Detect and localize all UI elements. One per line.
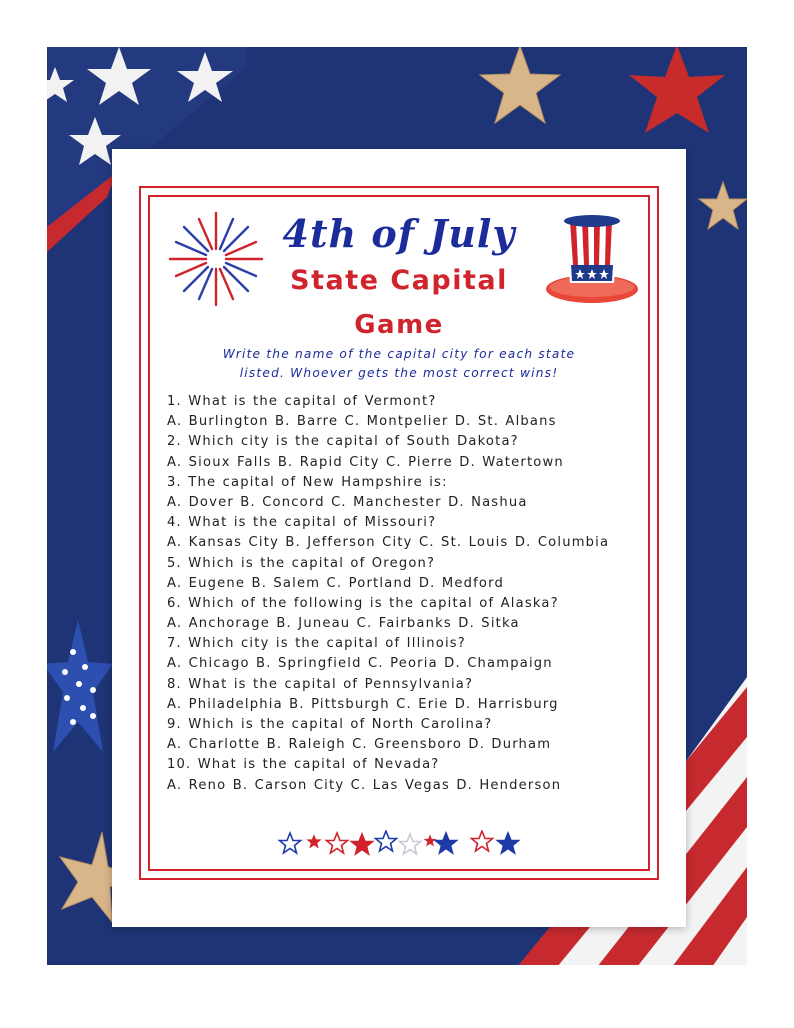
answer-options: A. Anchorage B. Juneau C. Fairbanks D. Sitka: [167, 616, 520, 632]
answer-options: A. Reno B. Carson City C. Las Vegas D. Henderson: [167, 777, 562, 793]
answer-options: A. Burlington B. Barre C. Montpelier D. St. Albans: [167, 414, 557, 430]
answer-options: A. Dover B. Concord C. Manchester D. Nashua: [167, 494, 528, 510]
answer-options: A. Kansas City B. Jefferson City C. St. Louis D. Columbia: [167, 535, 610, 551]
instructions-line: Write the name of the capital city for each state: [222, 347, 576, 361]
game-sheet: [112, 149, 686, 927]
blue-star-icon: [47, 612, 113, 762]
question-text: 10. What is the capital of Nevada?: [167, 757, 440, 773]
question-text: 4. What is the capital of Missouri?: [167, 515, 437, 531]
question-text: 6. Which of the following is the capital of Alaska?: [167, 595, 559, 611]
title-4th-of-july: 4th of July: [282, 211, 516, 256]
question-text: 9. Which is the capital of North Carolina?: [167, 717, 493, 732]
question-text: 5. Which is the capital of Oregon?: [167, 555, 436, 571]
question-text: 3. The capital of New Hampshire is:: [167, 474, 448, 490]
star-row-icon: [274, 830, 524, 858]
answer-options: A. Charlotte B. Raleigh C. Greensboro D. Durham: [167, 737, 552, 753]
instructions: [202, 345, 596, 383]
question-text: 7. Which city is the capital of Illinois?: [167, 636, 466, 652]
question-text: 2. Which city is the capital of South Dakota?: [167, 434, 519, 450]
answer-options: A. Sioux Falls B. Rapid City C. Pierre D. Watertown: [167, 454, 564, 470]
question-text: 8. What is the capital of Pennsylvania?: [167, 676, 474, 692]
title-state-capital: State Capital: [290, 265, 508, 296]
answer-options: A. Eugene B. Salem C. Portland D. Medford: [167, 575, 504, 591]
red-star-icon: [607, 47, 737, 157]
question-list: [167, 392, 667, 796]
wooden-star-icon: [475, 47, 565, 131]
answer-options: A. Chicago B. Springfield C. Peoria D. Champaign: [167, 656, 553, 672]
question-text: 1. What is the capital of Vermont?: [167, 394, 437, 409]
title-game: Game: [354, 310, 444, 340]
wooden-star-icon: [695, 179, 747, 235]
instructions-line: listed. Whoever gets the most correct wins!: [239, 366, 559, 380]
answer-options: A. Philadelphia B. Pittsburgh C. Erie D. Harrisburg: [167, 696, 559, 712]
